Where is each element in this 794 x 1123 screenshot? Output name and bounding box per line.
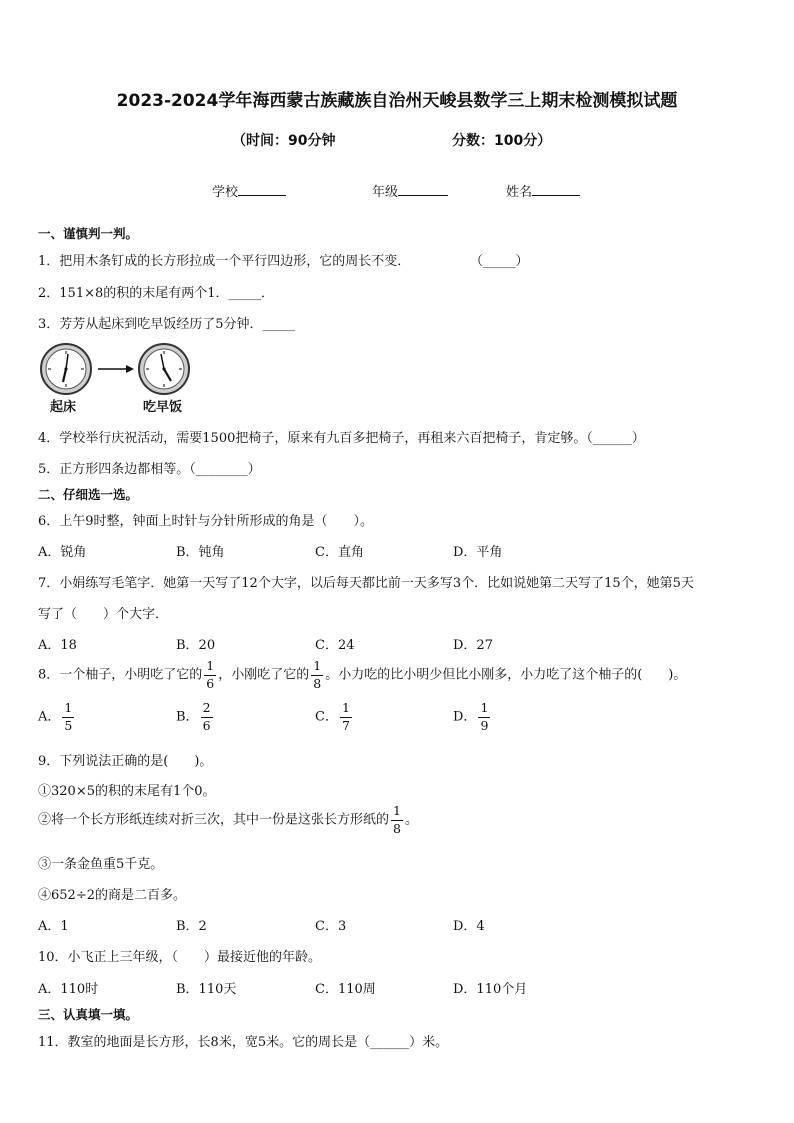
school-blank[interactable]	[238, 183, 286, 196]
question-10: 10．小飞正上三年级，（ ）最接近他的年龄。	[38, 950, 322, 965]
q6-option-b[interactable]: B．钝角	[176, 545, 225, 560]
q9-option-b[interactable]: B．2	[176, 919, 207, 934]
q9-statement-3: ③一条金鱼重5千克。	[38, 857, 164, 872]
q7-option-c[interactable]: C．24	[315, 638, 355, 653]
question-7-line-1: 7．小娟练写毛笔字．她第一天写了12个大字，以后每天都比前一天多写3个．比如说她第二天写了15个，她第5天	[38, 576, 694, 591]
q6-option-c[interactable]: C．直角	[315, 545, 364, 560]
q8-a-num: 1	[62, 702, 74, 718]
q8-d-num: 1	[478, 702, 490, 718]
q8-c-fraction	[340, 702, 352, 732]
q8-b-den: 6	[202, 717, 211, 733]
q8-text-3: 。小力吃的比小明少但比小刚多，小力吃了这个柚子的( )。	[325, 667, 687, 683]
q9-s2-fraction	[391, 805, 403, 835]
q10-option-c[interactable]: C．110周	[315, 982, 376, 997]
page-title: 2023-2024学年海西蒙古族藏族自治州天峻县数学三上期末检测模拟试题	[116, 91, 678, 111]
school-field	[212, 181, 286, 200]
q8-f1-num: 1	[204, 660, 216, 676]
question-11: 11．教室的地面是长方形，长8米，宽5米。它的周长是（______）米。	[38, 1035, 449, 1050]
q8-d-fraction	[478, 702, 490, 732]
section-3-heading: 三、认真填一填。	[38, 1007, 139, 1022]
q8-text-2: ，小刚吃了它的	[218, 667, 310, 683]
q9-statement-4: ④652÷2的商是二百多。	[38, 888, 186, 903]
q8-d-label: D．	[453, 709, 477, 725]
q7-option-b[interactable]: B．20	[176, 638, 216, 653]
q9-s2-num: 1	[391, 805, 403, 821]
q10-option-b[interactable]: B．110天	[176, 982, 237, 997]
question-7-line-2: 写了（ ）个大字．	[38, 607, 169, 622]
question-8	[38, 660, 686, 690]
q9-option-a[interactable]: A．1	[38, 919, 69, 934]
question-6: 6．上午9时整，钟面上时针与分针所形成的角是（ ）。	[38, 514, 374, 529]
grade-blank[interactable]	[398, 183, 448, 196]
q8-b-label: B．	[176, 709, 199, 725]
wake-clock-icon	[41, 344, 91, 394]
q9-option-d[interactable]: D．4	[453, 919, 485, 934]
q7-option-d[interactable]: D．27	[453, 638, 493, 653]
q8-a-label: A．	[38, 709, 61, 725]
question-1: 1．把用木条钉成的长方形拉成一个平行四边形，它的周长不变．	[38, 254, 411, 269]
q8-text-1: 8．一个柚子，小明吃了它的	[38, 667, 203, 683]
q9-s2-den: 8	[393, 820, 401, 836]
school-label: 学校	[212, 185, 239, 200]
name-field	[506, 181, 580, 200]
exam-score: 分数：100分）	[452, 133, 552, 149]
section-2-heading: 二、仔细选一选。	[38, 487, 139, 502]
q8-a-fraction	[62, 702, 74, 732]
wake-label: 起床	[50, 400, 77, 415]
q6-option-a[interactable]: A．锐角	[38, 545, 87, 560]
question-9: 9．下列说法正确的是( )。	[38, 754, 213, 769]
name-blank[interactable]	[532, 183, 580, 196]
q10-option-d[interactable]: D．110个月	[453, 982, 528, 997]
q8-option-b[interactable]	[176, 702, 215, 732]
q8-b-num: 2	[201, 702, 213, 718]
q9-s2-end: 。	[404, 812, 418, 828]
q8-option-d[interactable]	[453, 702, 492, 732]
breakfast-label: 吃早饭	[143, 400, 183, 415]
exam-time: （时间：90分钟	[232, 133, 336, 149]
q8-f2-den: 8	[313, 675, 322, 691]
breakfast-clock-icon	[139, 344, 189, 394]
q8-c-num: 1	[340, 702, 352, 718]
q6-option-d[interactable]: D．平角	[453, 545, 503, 560]
question-3: 3．芳芳从起床到吃早饭经历了5分钟．_____	[38, 317, 296, 332]
q8-f1-den: 6	[206, 675, 215, 691]
q8-d-den: 9	[480, 717, 489, 733]
q9-option-c[interactable]: C．3	[315, 919, 347, 934]
q8-option-a[interactable]	[38, 702, 76, 732]
q9-statement-2	[38, 805, 418, 835]
q9-statement-1: ①320×5的积的末尾有1个0。	[38, 784, 216, 799]
q8-a-den: 5	[64, 717, 73, 733]
q8-option-c[interactable]	[315, 702, 354, 732]
q9-s2-text: ②将一个长方形纸连续对折三次，其中一份是这张长方形纸的	[38, 812, 390, 828]
question-4: 4．学校举行庆祝活动，需要1500把椅子，原来有九百多把椅子，再租来六百把椅子，肯定够。（______）	[38, 431, 645, 446]
question-2: 2．151×8的积的末尾有两个1．_____．	[38, 286, 275, 301]
grade-field	[372, 181, 448, 200]
q8-c-label: C．	[315, 709, 338, 725]
q7-option-a[interactable]: A．18	[38, 638, 77, 653]
grade-label: 年级	[372, 185, 399, 200]
section-1-heading: 一、谨慎判一判。	[38, 226, 139, 241]
q8-b-fraction	[201, 702, 213, 732]
question-1-blank[interactable]: （_____）	[470, 254, 529, 269]
q8-fraction-2	[311, 660, 323, 690]
arrow-icon	[98, 365, 134, 373]
q8-fraction-1	[204, 660, 216, 690]
name-label: 姓名	[506, 185, 533, 200]
q8-f2-num: 1	[311, 660, 323, 676]
q10-option-a[interactable]: A．110时	[38, 982, 99, 997]
q8-c-den: 7	[341, 717, 350, 733]
question-5: 5．正方形四条边都相等。（________）	[38, 462, 261, 477]
